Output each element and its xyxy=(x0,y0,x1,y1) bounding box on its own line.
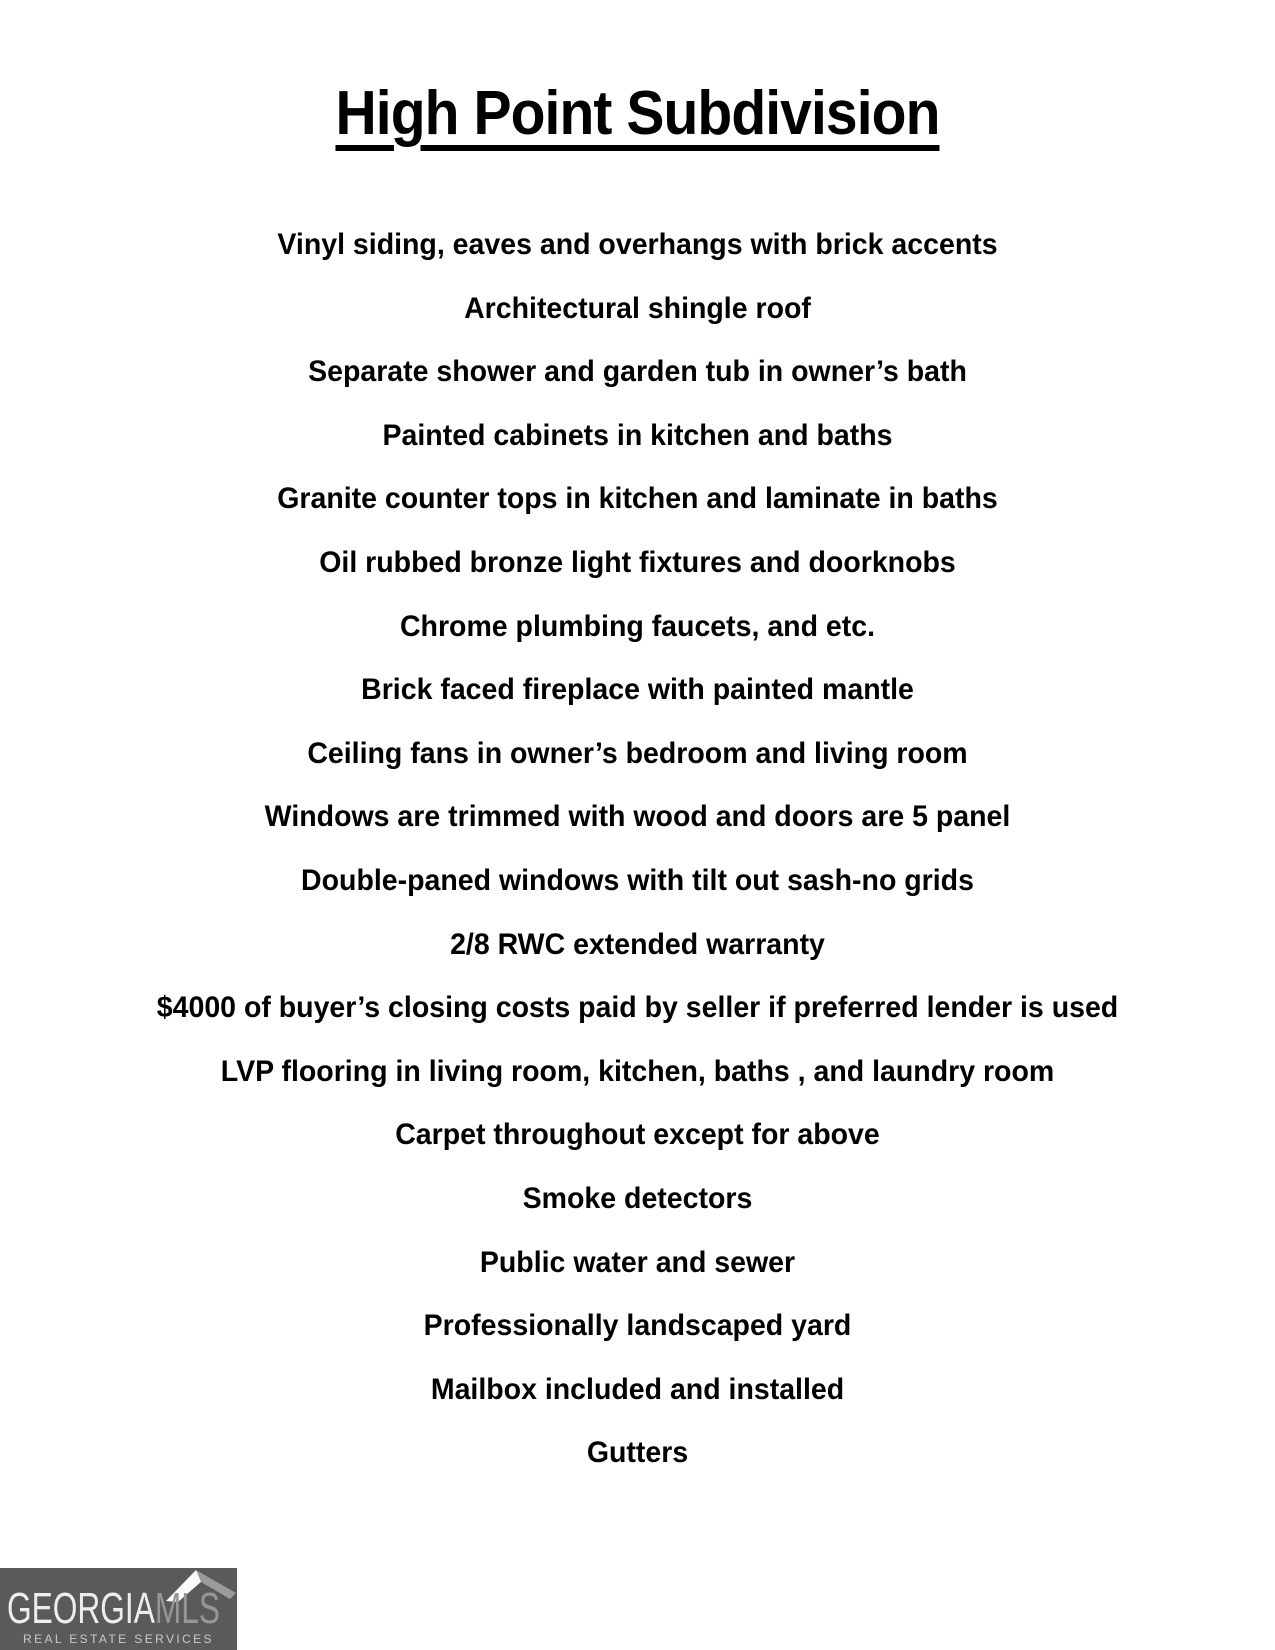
logo-brand-secondary: MLS xyxy=(154,1584,221,1633)
feature-line: Ceiling fans in owner’s bedroom and living room xyxy=(307,736,968,770)
feature-line: Smoke detectors xyxy=(522,1181,753,1215)
feature-line: 2/8 RWC extended warranty xyxy=(450,927,825,961)
georgia-mls-logo xyxy=(0,1568,237,1650)
feature-line: Vinyl siding, eaves and overhangs with brick accents xyxy=(277,228,998,261)
feature-list xyxy=(32,213,1243,1485)
logo-tagline: REAL ESTATE SERVICES xyxy=(23,1632,214,1646)
feature-line: LVP flooring in living room, kitchen, baths , and laundry room xyxy=(220,1054,1055,1088)
feature-line: Professionally landscaped yard xyxy=(423,1309,852,1343)
title-container xyxy=(51,78,1224,149)
logo-brand-text xyxy=(7,1584,221,1633)
feature-line: $4000 of buyer’s closing costs paid by seller if preferred lender is used xyxy=(156,991,1119,1025)
feature-line: Chrome plumbing faucets, and etc. xyxy=(399,609,876,643)
feature-line: Oil rubbed bronze light fixtures and doorknobs xyxy=(319,545,956,579)
logo-brand-primary: GEORGIA xyxy=(7,1584,155,1633)
feature-line: Carpet throughout except for above xyxy=(395,1118,880,1152)
feature-line: Painted cabinets in kitchen and baths xyxy=(382,418,893,452)
feature-line: Windows are trimmed with wood and doors are 5 panel xyxy=(264,800,1011,834)
feature-line: Gutters xyxy=(586,1436,689,1470)
feature-line: Granite counter tops in kitchen and laminate in baths xyxy=(277,482,998,516)
feature-line: Brick faced fireplace with painted mantle xyxy=(361,673,914,707)
feature-line: Separate shower and garden tub in owner’s bath xyxy=(308,355,967,389)
feature-line: Double-paned windows with tilt out sash-no grids xyxy=(301,863,974,897)
feature-line: Mailbox included and installed xyxy=(430,1372,845,1406)
feature-line: Public water and sewer xyxy=(479,1245,796,1279)
feature-line: Architectural shingle roof xyxy=(464,291,811,325)
page-title: High Point Subdivision xyxy=(335,79,940,148)
